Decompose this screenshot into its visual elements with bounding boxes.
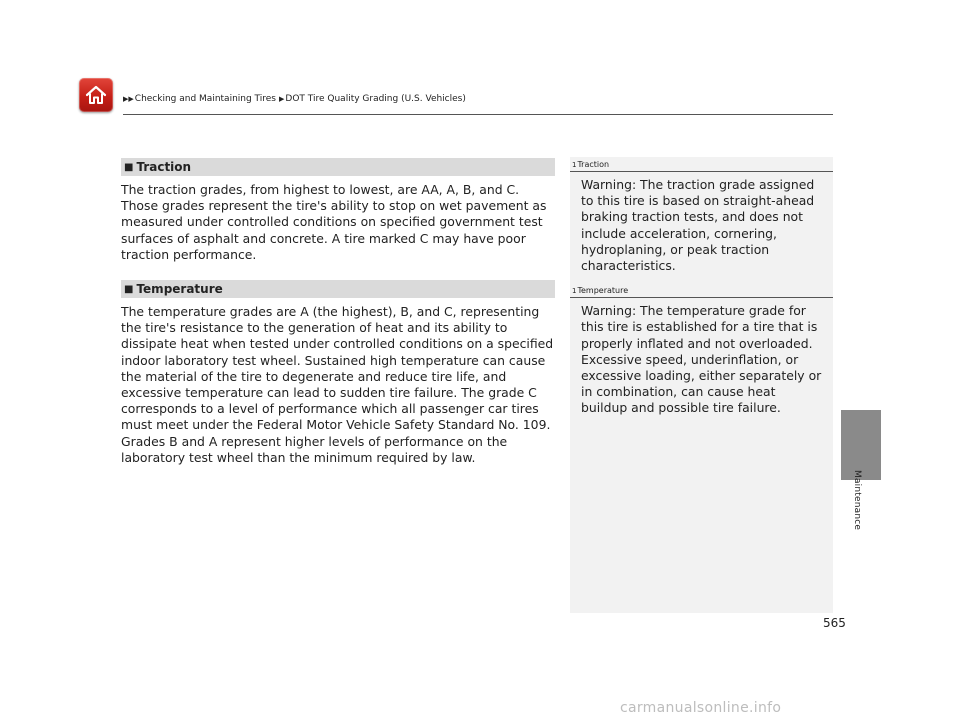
watermark: carmanualsonline.info bbox=[620, 700, 782, 716]
header-divider bbox=[123, 114, 833, 115]
breadcrumb-item[interactable]: Checking and Maintaining Tires bbox=[134, 94, 276, 104]
main-content bbox=[121, 158, 555, 466]
section-heading-traction bbox=[121, 158, 555, 176]
square-bullet-icon: ■ bbox=[124, 283, 134, 295]
home-icon bbox=[84, 83, 108, 107]
section-title: Temperature bbox=[136, 282, 223, 297]
note-title: Traction bbox=[577, 160, 610, 169]
note-number: 1 bbox=[572, 287, 577, 296]
note-heading-temperature bbox=[570, 283, 833, 298]
note-body-temperature: Warning: The temperature grade for this tire is established for a tire that is properly inflated and not overloaded. Excessive speed, underinflation, or excessive loading, either separately or in combination, can cause heat buildup and possible tire failure. bbox=[581, 303, 822, 416]
square-bullet-icon: ■ bbox=[124, 161, 134, 173]
home-button[interactable] bbox=[79, 78, 113, 112]
arrow-right-icon: ▶▶ bbox=[123, 95, 134, 103]
section-tab-label: Maintenance bbox=[852, 470, 862, 531]
arrow-right-icon: ▶ bbox=[279, 95, 285, 103]
breadcrumb-item[interactable]: DOT Tire Quality Grading (U.S. Vehicles) bbox=[285, 94, 466, 104]
section-heading-temperature bbox=[121, 280, 555, 298]
note-number: 1 bbox=[572, 161, 577, 169]
breadcrumb bbox=[123, 94, 469, 104]
section-body-temperature: The temperature grades are A (the highest), B, and C, representing the tire's resistance to the generation of heat and its ability to dissipate heat when tested under controlled conditions on a specified indoor laboratory test wheel. Sustained high temperature can cause the material of the tire to degenerate and reduce tire life, and excessive temperature can lead to sudden tire failure. The grade C corresponds to a level of performance which all passenger car tires must meet under the Federal Motor Vehicle Safety Standard No. 109. Grades B and A represent higher levels of performance on the laboratory test wheel than the minimum required by law. bbox=[121, 304, 554, 465]
note-title: Temperature bbox=[577, 286, 629, 296]
page-number: 565 bbox=[823, 616, 846, 630]
note-heading-traction bbox=[570, 157, 833, 172]
section-title: Traction bbox=[136, 160, 192, 174]
section-body-traction: The traction grades, from highest to lowest, are AA, A, B, and C. Those grades represent the tire's ability to stop on wet pavement as measured under controlled conditions on specified government test surfaces of asphalt and concrete. A tire marked C may have poor traction performance. bbox=[121, 182, 547, 262]
note-body-traction: Warning: The traction grade assigned to this tire is based on straight-ahead braking traction tests, and does not include acceleration, cornering, hydroplaning, or peak traction characteristics. bbox=[581, 177, 815, 274]
notes-panel bbox=[570, 157, 833, 613]
